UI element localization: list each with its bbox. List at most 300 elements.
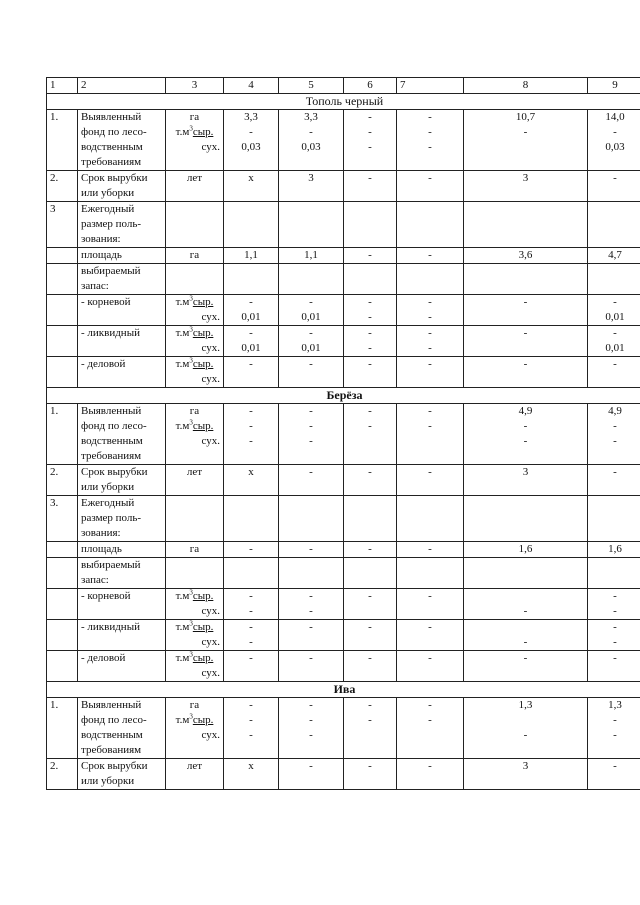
table-cell [166, 110, 224, 171]
cell-text: лет [186, 172, 203, 184]
table-cell [224, 542, 279, 558]
table-cell [224, 759, 279, 790]
cell-text: - [428, 249, 432, 261]
table-cell [78, 110, 166, 171]
section-title: Берёза [47, 388, 640, 404]
cell-text: - [613, 435, 617, 447]
table-cell [47, 295, 78, 326]
cell-text: - [523, 420, 528, 432]
table-cell [224, 404, 279, 465]
table-cell [588, 202, 640, 248]
section-title-row [47, 388, 640, 404]
cell-text: - [428, 172, 432, 184]
cell-text: - [249, 652, 253, 664]
unit-superscript: 3 [189, 712, 193, 721]
cell-text: - деловой [81, 358, 126, 370]
cell-text: 0,01 [241, 342, 261, 354]
table-cell [464, 542, 588, 558]
table-cell [588, 404, 640, 465]
cell-text [347, 728, 393, 743]
cell-text: - [309, 327, 313, 339]
unit-text: сыр. [192, 652, 214, 664]
table-cell [344, 620, 397, 651]
cell-text: - [613, 760, 617, 772]
table-cell [464, 698, 588, 759]
cell-text: - [613, 621, 617, 633]
cell-text: - [309, 699, 313, 711]
table-cell [279, 542, 344, 558]
cell-text: водственным [81, 141, 143, 153]
cell-text: - [523, 729, 528, 741]
cell-text: 3,3 [244, 111, 258, 123]
cell-text: - [368, 405, 372, 417]
table-cell [344, 264, 397, 295]
cell-text: х [248, 172, 254, 184]
cell-text: - [309, 605, 313, 617]
table-cell [464, 202, 588, 248]
table-cell [279, 589, 344, 620]
cell-text: - [428, 141, 432, 153]
table-row [47, 620, 640, 651]
table-cell [588, 651, 640, 682]
table-cell [397, 558, 464, 589]
table-cell [344, 404, 397, 465]
cell-text: - [613, 327, 617, 339]
header-cell: 9 [588, 78, 640, 94]
cell-text: - [368, 420, 372, 432]
table-cell [397, 248, 464, 264]
cell-text: - ликвидный [81, 327, 140, 339]
table-row [47, 202, 640, 248]
table-row [47, 698, 640, 759]
cell-text: - [613, 126, 617, 138]
cell-text: - [523, 636, 528, 648]
cell-text [467, 140, 584, 155]
unit-text: сух. [201, 311, 220, 323]
cell-text: 0,03 [301, 141, 321, 153]
table-cell [47, 248, 78, 264]
cell-text [467, 310, 584, 325]
table-cell [464, 357, 588, 388]
table-cell [279, 698, 344, 759]
cell-text: Срок вырубки [81, 760, 148, 772]
unit-text: сух. [201, 636, 220, 648]
unit-cell [169, 295, 220, 310]
cell-text: - [428, 699, 432, 711]
table-cell [279, 404, 344, 465]
table-cell [166, 295, 224, 326]
unit-cell [169, 713, 220, 728]
table-row [47, 248, 640, 264]
table-row [47, 651, 640, 682]
table-cell [397, 651, 464, 682]
cell-text: Выявленный [81, 405, 142, 417]
table-cell [344, 465, 397, 496]
unit-text: сух. [201, 605, 220, 617]
cell-text: - [368, 249, 372, 261]
table-cell [78, 248, 166, 264]
cell-text: - [613, 729, 617, 741]
unit-text: сыр. [192, 327, 214, 339]
unit-text: т.м [175, 652, 190, 664]
cell-text: - [249, 590, 253, 602]
table-row [47, 558, 640, 589]
unit-text: сух. [201, 667, 220, 679]
table-cell [279, 496, 344, 542]
unit-text: сыр. [192, 126, 214, 138]
table-cell [344, 202, 397, 248]
cell-text: Ежегодный [81, 497, 135, 509]
cell-text: - [249, 699, 253, 711]
table-cell [397, 465, 464, 496]
cell-text [400, 604, 460, 619]
unit-superscript: 3 [189, 294, 193, 303]
unit-text: т.м [175, 590, 190, 602]
table-cell [166, 264, 224, 295]
cell-text: х [248, 466, 254, 478]
table-cell [397, 202, 464, 248]
table-cell [397, 698, 464, 759]
table-cell [344, 759, 397, 790]
cell-text: - [249, 405, 253, 417]
table-cell [588, 171, 640, 202]
cell-text: 1. [50, 405, 59, 417]
unit-superscript: 3 [189, 124, 193, 133]
cell-text: 10,7 [515, 111, 536, 123]
table-cell [279, 759, 344, 790]
header-cell: 8 [464, 78, 588, 94]
unit-text: т.м [175, 296, 190, 308]
cell-text: Срок вырубки [81, 466, 148, 478]
table-cell [47, 404, 78, 465]
cell-text: 1,6 [518, 543, 533, 555]
cell-text: 3 [522, 466, 529, 478]
table-cell [166, 248, 224, 264]
table-row [47, 404, 640, 465]
cell-text: - [368, 296, 372, 308]
cell-text: - [428, 311, 432, 323]
unit-cell [169, 357, 220, 372]
cell-text [467, 620, 584, 635]
table-cell [166, 326, 224, 357]
cell-text: - [309, 405, 313, 417]
cell-text: - [613, 652, 617, 664]
table-cell [344, 357, 397, 388]
table-cell [344, 295, 397, 326]
unit-cell [169, 125, 220, 140]
cell-text: 0,01 [605, 342, 625, 354]
table-cell [397, 295, 464, 326]
cell-text [347, 635, 393, 650]
unit-text: сух. [201, 342, 220, 354]
cell-text: 3,6 [518, 249, 533, 261]
table-cell [166, 759, 224, 790]
table-cell [344, 326, 397, 357]
table-row [47, 110, 640, 171]
cell-text: 1,1 [304, 249, 318, 261]
table-cell [279, 202, 344, 248]
table-cell [588, 264, 640, 295]
table-cell [224, 357, 279, 388]
unit-superscript: 3 [189, 418, 193, 427]
section-title: Тополь черный [47, 94, 640, 110]
cell-text: - [309, 729, 313, 741]
unit-superscript: 3 [189, 650, 193, 659]
cell-text: - [428, 652, 432, 664]
cell-text: - [368, 327, 372, 339]
cell-text: 2. [50, 466, 59, 478]
unit-text: т.м [175, 714, 190, 726]
table-cell [588, 248, 640, 264]
cell-text: - [249, 327, 253, 339]
cell-text: Выявленный [81, 111, 142, 123]
table-cell [47, 357, 78, 388]
cell-text: 3 [522, 760, 529, 772]
table-cell [464, 651, 588, 682]
table-cell [166, 698, 224, 759]
table-cell [78, 651, 166, 682]
table-cell [397, 171, 464, 202]
cell-text: фонд по лесо- [81, 126, 147, 138]
table-cell [588, 357, 640, 388]
table-cell [166, 651, 224, 682]
cell-text: 1,1 [244, 249, 258, 261]
table-cell [78, 465, 166, 496]
table-cell [47, 698, 78, 759]
cell-text: требованиям [81, 450, 142, 462]
cell-text: 1,6 [608, 543, 622, 555]
table-cell [397, 589, 464, 620]
cell-text: 1. [50, 111, 59, 123]
unit-superscript: 3 [189, 619, 193, 628]
cell-text: - [428, 420, 432, 432]
table-cell [166, 171, 224, 202]
cell-text: требованиям [81, 744, 142, 756]
unit-text: сыр. [192, 621, 214, 633]
table-cell [224, 202, 279, 248]
table-cell [224, 248, 279, 264]
cell-text: зования: [81, 233, 121, 245]
table-cell [224, 110, 279, 171]
table-cell [588, 496, 640, 542]
table-cell [279, 264, 344, 295]
table-cell [166, 589, 224, 620]
cell-text: - [523, 327, 528, 339]
table-cell [344, 110, 397, 171]
table-cell [166, 357, 224, 388]
cell-text: - [249, 296, 253, 308]
table-cell [588, 620, 640, 651]
unit-text: сух. [201, 729, 220, 741]
table-cell [279, 651, 344, 682]
table-cell [464, 295, 588, 326]
cell-text: га [189, 543, 200, 555]
cell-text [347, 604, 393, 619]
table-cell [224, 651, 279, 682]
table-cell [279, 620, 344, 651]
cell-text: - [523, 605, 528, 617]
cell-text: - [613, 358, 617, 370]
cell-text: - [368, 111, 372, 123]
cell-text: или уборки [81, 481, 135, 493]
cell-text: 14,0 [605, 111, 625, 123]
cell-text: - [428, 590, 432, 602]
unit-text: сыр. [192, 590, 214, 602]
cell-text: водственным [81, 435, 143, 447]
cell-text: - [309, 296, 313, 308]
table-cell [279, 326, 344, 357]
cell-text: - [309, 358, 313, 370]
table-cell [224, 264, 279, 295]
cell-text: 0,01 [605, 311, 625, 323]
cell-text: - [249, 605, 253, 617]
table-cell [78, 264, 166, 295]
table-cell [279, 171, 344, 202]
table-cell [78, 171, 166, 202]
unit-superscript: 3 [189, 325, 193, 334]
cell-text: - [309, 435, 313, 447]
header-cell: 5 [279, 78, 344, 94]
cell-text: 3 [50, 203, 56, 215]
table-cell [224, 171, 279, 202]
table-cell [397, 759, 464, 790]
cell-text: - корневой [81, 590, 131, 602]
table-cell [344, 589, 397, 620]
cell-text: - [368, 714, 372, 726]
cell-text: 3 [522, 172, 529, 184]
table-cell [344, 651, 397, 682]
table-cell [47, 558, 78, 589]
table-cell [166, 202, 224, 248]
data-table [46, 77, 640, 790]
cell-text: - [309, 652, 313, 664]
table-cell [78, 496, 166, 542]
table-cell [397, 620, 464, 651]
table-cell [78, 542, 166, 558]
table-cell [47, 110, 78, 171]
cell-text: 0,03 [605, 141, 625, 153]
cell-text: - [368, 543, 372, 555]
table-cell [78, 558, 166, 589]
table-cell [47, 465, 78, 496]
table-cell [464, 404, 588, 465]
cell-text: х [248, 760, 254, 772]
table-cell [47, 620, 78, 651]
cell-text: - [523, 435, 528, 447]
cell-text [347, 434, 393, 449]
cell-text: фонд по лесо- [81, 714, 147, 726]
cell-text: - [428, 714, 432, 726]
cell-text: - [523, 296, 528, 308]
header-cell: 6 [344, 78, 397, 94]
cell-text: 4,7 [608, 249, 622, 261]
cell-text [467, 713, 584, 728]
header-row [47, 78, 640, 94]
cell-text: - [368, 621, 372, 633]
cell-text: 0,03 [241, 141, 261, 153]
unit-superscript: 3 [189, 356, 193, 365]
table-cell [464, 326, 588, 357]
unit-text: т.м [175, 327, 190, 339]
cell-text: - [368, 126, 372, 138]
table-cell [166, 465, 224, 496]
unit-cell [169, 589, 220, 604]
unit-text: сух. [201, 435, 220, 447]
cell-text: лет [186, 466, 203, 478]
table-row [47, 589, 640, 620]
table-cell [166, 620, 224, 651]
cell-text: - [428, 621, 432, 633]
table-cell [588, 295, 640, 326]
cell-text: - [428, 296, 432, 308]
table-cell [47, 326, 78, 357]
table-cell [588, 558, 640, 589]
table-cell [397, 110, 464, 171]
table-cell [588, 589, 640, 620]
cell-text: 4,9 [608, 405, 622, 417]
table-cell [464, 496, 588, 542]
cell-text: 1,3 [608, 699, 622, 711]
table-row [47, 357, 640, 388]
unit-text: сыр. [192, 420, 214, 432]
cell-text: площадь [81, 249, 122, 261]
table-cell [166, 542, 224, 558]
cell-text: - [523, 358, 528, 370]
unit-cell [169, 326, 220, 341]
table-row [47, 542, 640, 558]
unit-text: сыр. [192, 358, 214, 370]
unit-cell [169, 651, 220, 666]
table-cell [464, 759, 588, 790]
table-row [47, 264, 640, 295]
table-body [47, 78, 640, 790]
header-cell: 7 [397, 78, 464, 94]
table-cell [166, 558, 224, 589]
table-row [47, 171, 640, 202]
header-cell: 3 [166, 78, 224, 94]
cell-text: - [613, 590, 617, 602]
cell-text: 3. [50, 497, 59, 509]
cell-text [467, 589, 584, 604]
cell-text: - [368, 141, 372, 153]
cell-text: 4,9 [518, 405, 533, 417]
table-cell [588, 326, 640, 357]
unit-text: сыр. [192, 714, 214, 726]
cell-text: зования: [81, 527, 121, 539]
table-row [47, 326, 640, 357]
table-cell [397, 326, 464, 357]
table-cell [78, 202, 166, 248]
table-cell [344, 558, 397, 589]
table-cell [588, 698, 640, 759]
table-cell [344, 542, 397, 558]
table-cell [588, 465, 640, 496]
table-cell [279, 357, 344, 388]
cell-text: - [428, 342, 432, 354]
table-cell [224, 465, 279, 496]
cell-text: - [368, 358, 372, 370]
cell-text: 0,01 [241, 311, 261, 323]
unit-text: т.м [175, 126, 190, 138]
table-cell [397, 404, 464, 465]
table-cell [224, 589, 279, 620]
cell-text: - [249, 126, 253, 138]
table-cell [47, 589, 78, 620]
table-cell [397, 357, 464, 388]
cell-text [467, 341, 584, 356]
table-cell [224, 698, 279, 759]
cell-text: фонд по лесо- [81, 420, 147, 432]
